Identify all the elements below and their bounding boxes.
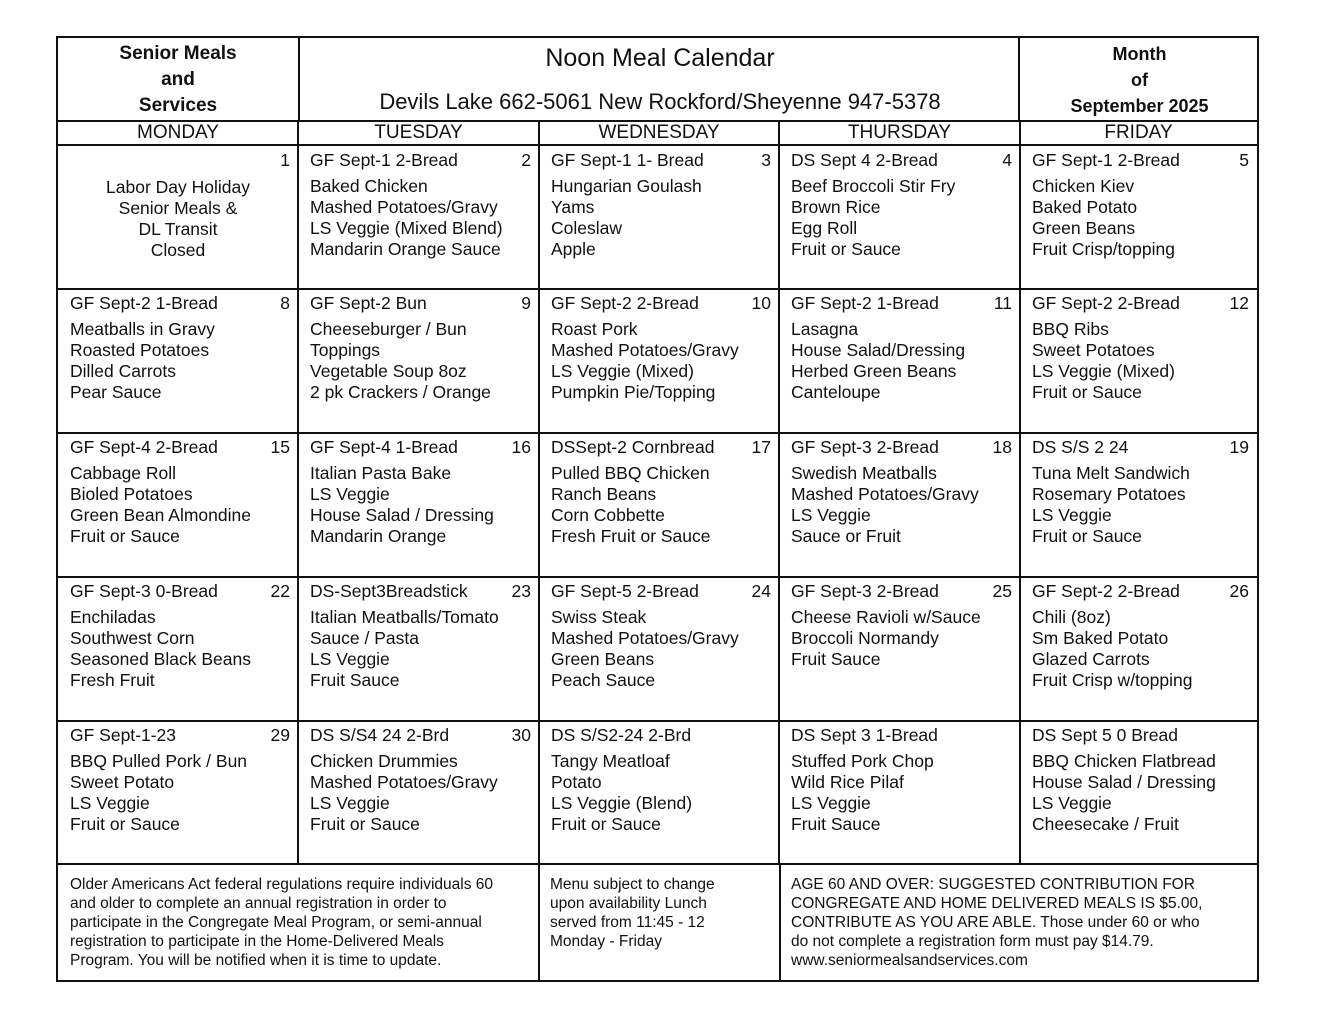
menu-items xyxy=(70,463,292,547)
menu-item: Pulled BBQ Chicken xyxy=(551,463,710,483)
bread-code: DS Sept 3 1-Bread xyxy=(791,725,938,745)
bread-code: GF Sept-5 2-Bread xyxy=(551,581,699,601)
day-number: 16 xyxy=(511,437,531,457)
menu-items xyxy=(791,319,1014,403)
menu-item: Enchiladas xyxy=(70,607,156,627)
week-rule xyxy=(58,720,1257,722)
menu-item: LS Veggie (Mixed) xyxy=(1032,361,1175,381)
menu-item: Fruit or Sauce xyxy=(70,526,180,546)
menu-item: House Salad/Dressing xyxy=(791,340,966,360)
day-number: 24 xyxy=(751,581,771,601)
org-name-line: Senior Meals xyxy=(119,43,237,64)
menu-item: Rosemary Potatoes xyxy=(1032,484,1186,504)
column-divider xyxy=(297,146,299,864)
menu-item: LS Veggie xyxy=(1032,793,1112,813)
day-number: 15 xyxy=(270,437,290,457)
menu-item: Mashed Potatoes/Gravy xyxy=(310,772,498,792)
bread-code: GF Sept-2 2-Bread xyxy=(551,293,699,313)
day-number: 25 xyxy=(992,581,1012,601)
menu-item: Pear Sauce xyxy=(70,382,162,402)
footer-line: Program. You will be notified when it is time to update. xyxy=(70,952,442,969)
menu-item: Lasagna xyxy=(791,319,859,339)
menu-item: Canteloupe xyxy=(791,382,881,402)
menu-item: Roasted Potatoes xyxy=(70,340,210,360)
menu-item: Brown Rice xyxy=(791,197,881,217)
menu-item: Mashed Potatoes/Gravy xyxy=(551,628,739,648)
column-divider xyxy=(778,146,780,864)
day-cell xyxy=(58,289,298,433)
menu-item: LS Veggie (Mixed Blend) xyxy=(310,218,503,238)
menu-item: House Salad / Dressing xyxy=(1032,772,1216,792)
bread-code: GF Sept-3 2-Bread xyxy=(791,581,939,601)
menu-item: Italian Meatballs/Tomato xyxy=(310,607,499,627)
menu-item: Fruit or Sauce xyxy=(1032,382,1142,402)
day-number: 10 xyxy=(751,293,771,313)
menu-item: Hungarian Goulash xyxy=(551,176,702,196)
day-number: 26 xyxy=(1229,581,1249,601)
menu-item: Meatballs in Gravy xyxy=(70,319,215,339)
menu-item: Cheese Ravioli w/Sauce xyxy=(791,607,981,627)
bread-code: GF Sept-1-23 xyxy=(70,725,177,745)
menu-item: LS Veggie xyxy=(791,505,871,525)
day-number: 17 xyxy=(751,437,771,457)
day-number: 1 xyxy=(280,150,290,170)
menu-item: Mandarin Orange Sauce xyxy=(310,239,501,259)
day-cell xyxy=(58,721,298,864)
menu-item: Sm Baked Potato xyxy=(1032,628,1169,648)
menu-item: Tangy Meatloaf xyxy=(551,751,670,771)
day-number: 22 xyxy=(270,581,290,601)
bread-code: GF Sept-4 2-Bread xyxy=(70,437,218,457)
menu-item: Potato xyxy=(551,772,602,792)
meal-calendar xyxy=(56,36,1259,982)
menu-item: Vegetable Soup 8oz xyxy=(310,361,467,381)
day-name-tuesday: TUESDAY xyxy=(374,122,463,143)
footer-line: CONTRIBUTE AS YOU ARE ABLE. Those under 60 or who xyxy=(791,914,1200,931)
day-name-monday: MONDAY xyxy=(137,122,219,143)
day-cell xyxy=(298,146,539,289)
bread-code: DS-Sept3Breadstick xyxy=(310,581,468,601)
day-cell xyxy=(298,289,539,433)
menu-item: Fruit Sauce xyxy=(310,670,400,690)
menu-item: Stuffed Pork Chop xyxy=(791,751,934,771)
menu-item: Ranch Beans xyxy=(551,484,657,504)
bread-code: GF Sept-1 2-Bread xyxy=(310,150,458,170)
menu-items xyxy=(1032,463,1251,547)
day-number: 2 xyxy=(521,150,531,170)
menu-item: Green Beans xyxy=(1032,218,1136,238)
menu-item: Coleslaw xyxy=(551,218,622,238)
menu-item: Cheeseburger / Bun xyxy=(310,319,467,339)
month-label xyxy=(1020,38,1259,122)
day-name-friday: FRIDAY xyxy=(1104,122,1173,143)
bread-code: GF Sept-2 Bun xyxy=(310,293,427,313)
month-line: of xyxy=(1131,70,1148,90)
menu-items xyxy=(310,176,533,260)
menu-item: LS Veggie xyxy=(70,793,150,813)
menu-items xyxy=(791,751,1014,835)
menu-item: Southwest Corn xyxy=(70,628,195,648)
footer-line: and older to complete an annual registration in order to xyxy=(70,895,447,912)
menu-item: Broccoli Normandy xyxy=(791,628,939,648)
day-number: 19 xyxy=(1229,437,1249,457)
menu-item: Fruit Sauce xyxy=(791,649,881,669)
calendar-header xyxy=(300,38,1020,122)
day-cell xyxy=(779,433,1020,577)
footer-line: registration to participate in the Home-Delivered Meals xyxy=(70,933,444,950)
menu-item: Green Bean Almondine xyxy=(70,505,251,525)
menu-item: Egg Roll xyxy=(791,218,858,238)
menu-items xyxy=(551,463,773,547)
org-name xyxy=(58,38,298,122)
day-number: 18 xyxy=(992,437,1012,457)
menu-item: Mashed Potatoes/Gravy xyxy=(551,340,739,360)
day-number: 23 xyxy=(511,581,531,601)
day-number: 11 xyxy=(993,293,1012,313)
day-cell xyxy=(1020,721,1257,864)
month-line: Month xyxy=(1112,44,1167,64)
menu-item: Fruit Sauce xyxy=(791,814,881,834)
menu-items xyxy=(551,319,773,403)
menu-items xyxy=(310,463,533,547)
menu-item: Italian Pasta Bake xyxy=(310,463,452,483)
menu-item: Fresh Fruit xyxy=(70,670,155,690)
day-cell xyxy=(58,146,298,289)
menu-item: Mandarin Orange xyxy=(310,526,447,546)
menu-item: Fruit or Sauce xyxy=(791,239,901,259)
footer-line: Older Americans Act federal regulations require individuals 60 xyxy=(70,876,494,893)
menu-item: LS Veggie xyxy=(1032,505,1112,525)
day-number: 9 xyxy=(521,293,531,313)
menu-item: Pumpkin Pie/Topping xyxy=(551,382,716,402)
day-cell xyxy=(1020,577,1257,721)
week-rule xyxy=(58,432,1257,434)
footer-line: Monday - Friday xyxy=(550,933,662,950)
day-cell xyxy=(1020,433,1257,577)
menu-item: Wild Rice Pilaf xyxy=(791,772,904,792)
menu-item: House Salad / Dressing xyxy=(310,505,494,525)
day-name-wednesday: WEDNESDAY xyxy=(598,122,720,143)
bread-code: GF Sept-2 2-Bread xyxy=(1032,293,1180,313)
day-number: 30 xyxy=(511,725,531,745)
menu-item: Closed xyxy=(150,240,206,260)
bread-code: DS Sept 5 0 Bread xyxy=(1032,725,1178,745)
menu-items xyxy=(70,319,292,403)
menu-item: 2 pk Crackers / Orange xyxy=(310,382,491,402)
menu-item: Toppings xyxy=(310,340,381,360)
day-cell xyxy=(58,577,298,721)
bread-code: GF Sept-3 0-Bread xyxy=(70,581,218,601)
menu-item: Roast Pork xyxy=(551,319,638,339)
week-rule xyxy=(58,576,1257,578)
menu-items xyxy=(310,319,533,403)
footer-line: served from 11:45 - 12 xyxy=(550,914,705,931)
menu-item: Sweet Potato xyxy=(70,772,175,792)
menu-item: Seasoned Black Beans xyxy=(70,649,251,669)
bread-code: DS Sept 4 2-Bread xyxy=(791,150,938,170)
menu-item: LS Veggie xyxy=(310,793,390,813)
menu-item: Baked Chicken xyxy=(310,176,428,196)
menu-item: Swiss Steak xyxy=(551,607,647,627)
org-name-line: and xyxy=(161,69,195,90)
menu-items xyxy=(551,751,773,835)
menu-item: Herbed Green Beans xyxy=(791,361,957,381)
bread-code: GF Sept-1 1- Bread xyxy=(551,150,704,170)
footer-menu-note xyxy=(550,875,780,951)
website-link[interactable]: www.seniormealsandservices.com xyxy=(791,952,1028,969)
column-divider xyxy=(1019,146,1021,864)
menu-item: Fresh Fruit or Sauce xyxy=(551,526,711,546)
footer-line: upon availability Lunch xyxy=(550,895,707,912)
menu-items xyxy=(58,177,298,261)
bread-code: GF Sept-3 2-Bread xyxy=(791,437,939,457)
bread-code: GF Sept-2 1-Bread xyxy=(791,293,939,313)
day-cell xyxy=(298,577,539,721)
menu-item: LS Veggie xyxy=(310,484,390,504)
day-cell xyxy=(1020,289,1257,433)
bread-code: GF Sept-2 2-Bread xyxy=(1032,581,1180,601)
menu-items xyxy=(551,176,773,260)
day-cell xyxy=(779,577,1020,721)
footer-contribution-note xyxy=(791,875,1257,970)
menu-item: Chicken Kiev xyxy=(1032,176,1135,196)
footer-line: do not complete a registration form must pay $14.79. xyxy=(791,933,1154,950)
menu-item: Sauce or Fruit xyxy=(791,526,901,546)
menu-items xyxy=(310,607,533,691)
footer-line: participate in the Congregate Meal Program, or semi-annual xyxy=(70,914,482,931)
menu-item: Mashed Potatoes/Gravy xyxy=(791,484,979,504)
day-cell xyxy=(779,146,1020,289)
menu-item: Fruit or Sauce xyxy=(1032,526,1142,546)
footer-registration-note xyxy=(70,875,540,970)
header-divider xyxy=(298,38,300,122)
menu-item: Yams xyxy=(551,197,595,217)
day-cell xyxy=(539,289,779,433)
menu-item: Glazed Carrots xyxy=(1032,649,1150,669)
menu-item: Senior Meals & xyxy=(118,198,238,218)
menu-items xyxy=(310,751,533,835)
day-number: 4 xyxy=(1002,150,1012,170)
header-divider xyxy=(1018,38,1020,122)
dayname-rule xyxy=(58,144,1257,146)
footer-line: CONGREGATE AND HOME DELIVERED MEALS IS $5.00, xyxy=(791,895,1203,912)
menu-items xyxy=(791,607,1014,670)
menu-item: Sweet Potatoes xyxy=(1032,340,1155,360)
week-rule xyxy=(58,288,1257,290)
org-name-line: Services xyxy=(138,95,218,116)
menu-item: Cabbage Roll xyxy=(70,463,177,483)
menu-item: Cheesecake / Fruit xyxy=(1032,814,1179,834)
day-number: 5 xyxy=(1239,150,1249,170)
menu-item: Bioled Potatoes xyxy=(70,484,193,504)
bread-code: GF Sept-1 2-Bread xyxy=(1032,150,1180,170)
menu-items xyxy=(1032,751,1251,835)
footer-divider xyxy=(538,864,540,982)
day-cell xyxy=(539,721,779,864)
column-divider xyxy=(538,146,540,864)
day-number: 8 xyxy=(280,293,290,313)
menu-item: Swedish Meatballs xyxy=(791,463,937,483)
menu-items xyxy=(791,176,1014,260)
footer-divider xyxy=(779,864,781,982)
menu-item: Baked Potato xyxy=(1032,197,1138,217)
menu-item: Peach Sauce xyxy=(551,670,656,690)
menu-items xyxy=(1032,607,1251,691)
menu-item: BBQ Ribs xyxy=(1032,319,1109,339)
menu-item: DL Transit xyxy=(138,219,218,239)
menu-item: BBQ Chicken Flatbread xyxy=(1032,751,1216,771)
menu-item: LS Veggie (Mixed) xyxy=(551,361,694,381)
day-cell xyxy=(1020,146,1257,289)
menu-item: Chicken Drummies xyxy=(310,751,458,771)
bread-code: GF Sept-4 1-Bread xyxy=(310,437,458,457)
week-rule xyxy=(58,863,1257,865)
menu-item: BBQ Pulled Pork / Bun xyxy=(70,751,248,771)
menu-items xyxy=(1032,176,1251,260)
menu-item: Sauce / Pasta xyxy=(310,628,419,648)
bread-code: DS S/S 2 24 xyxy=(1032,437,1129,457)
phone-numbers: Devils Lake 662-5061 New Rockford/Sheyenne 947-5378 xyxy=(379,89,941,114)
month-line: September 2025 xyxy=(1070,96,1209,116)
menu-items xyxy=(70,607,292,691)
menu-item: Beef Broccoli Stir Fry xyxy=(791,176,956,196)
menu-item: Fruit or Sauce xyxy=(70,814,180,834)
day-number: 29 xyxy=(270,725,290,745)
day-cell xyxy=(298,721,539,864)
day-number: 12 xyxy=(1229,293,1249,313)
menu-item: Apple xyxy=(551,239,596,259)
footer-line: AGE 60 AND OVER: SUGGESTED CONTRIBUTION FOR xyxy=(791,876,1195,893)
menu-item: Dilled Carrots xyxy=(70,361,176,381)
menu-items xyxy=(1032,319,1251,403)
bread-code: DS S/S4 24 2-Brd xyxy=(310,725,450,745)
day-cell xyxy=(539,433,779,577)
menu-item: Fruit Crisp/topping xyxy=(1032,239,1175,259)
bread-code: GF Sept-2 1-Bread xyxy=(70,293,218,313)
day-cell xyxy=(539,146,779,289)
day-cell xyxy=(779,721,1020,864)
menu-item: Corn Cobbette xyxy=(551,505,665,525)
day-number: 3 xyxy=(761,150,771,170)
menu-item: Fruit or Sauce xyxy=(310,814,420,834)
menu-items xyxy=(551,607,773,691)
day-cell xyxy=(58,433,298,577)
menu-item: LS Veggie xyxy=(310,649,390,669)
menu-item: LS Veggie xyxy=(791,793,871,813)
menu-item: Chili (8oz) xyxy=(1032,607,1111,627)
day-name-thursday: THURSDAY xyxy=(847,122,952,143)
calendar-title: Noon Meal Calendar xyxy=(545,44,775,72)
menu-items xyxy=(791,463,1014,547)
bread-code: DSSept-2 Cornbread xyxy=(551,437,715,457)
menu-item: Green Beans xyxy=(551,649,655,669)
footer-line: Menu subject to change xyxy=(550,876,715,893)
menu-item: Labor Day Holiday xyxy=(106,177,250,197)
day-cell xyxy=(539,577,779,721)
menu-items xyxy=(70,751,292,835)
menu-item: Mashed Potatoes/Gravy xyxy=(310,197,498,217)
day-cell xyxy=(779,289,1020,433)
menu-item: Fruit Crisp w/topping xyxy=(1032,670,1193,690)
bread-code: DS S/S2-24 2-Brd xyxy=(551,725,692,745)
menu-item: LS Veggie (Blend) xyxy=(551,793,693,813)
menu-item: Tuna Melt Sandwich xyxy=(1032,463,1190,483)
day-cell xyxy=(298,433,539,577)
menu-item: Fruit or Sauce xyxy=(551,814,661,834)
